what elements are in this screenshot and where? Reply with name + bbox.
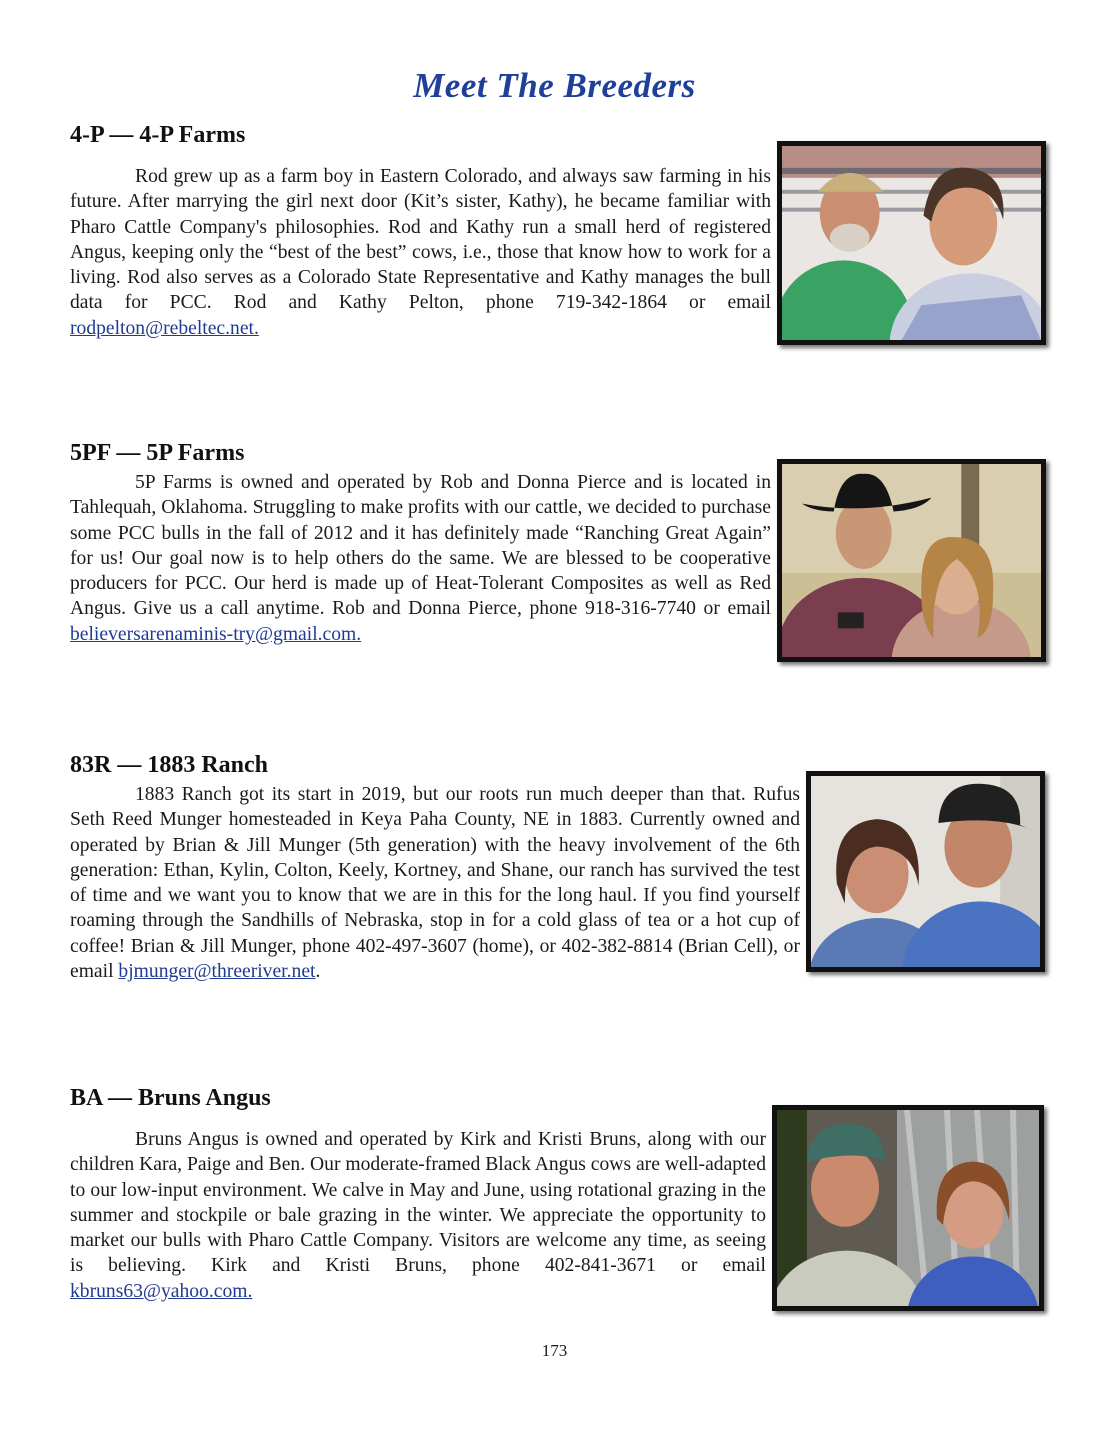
description-text: Rod grew up as a farm boy in Eastern Colorado, and always saw farming in his future. After marrying the girl next door (Kit’s sister, Kathy), he became familiar with Pharo Cattle Company's philosophies. Rod and Kathy run a small herd of registered Angus, keeping only the “best of the best” cows, i.e., those that know how to work for a living. Rod also serves as a Colorado State Representative and Kathy manages the bull data for PCC. Rod and Kathy Pelton, phone 719-342-1864 or email bbox=[70, 166, 771, 314]
breeder-description-5pf bbox=[70, 470, 771, 647]
breeder-photo-5pf bbox=[777, 459, 1046, 662]
email-link[interactable]: rodpelton@rebeltec.net. bbox=[70, 317, 259, 339]
description-text: Bruns Angus is owned and operated by Kirk and Kristi Bruns, along with our children Kara, Paige and Ben. Our moderate-framed Black Angus cows are well-adapted to our low-input environment. We calve in May and June, using rotational grazing in the summer and stockpile or bale grazing in the winter. We appreciate the opportunity to market our bulls with Pharo Cattle Company. Visitors are welcome any time, as seeing is believing. Kirk and Kristi Bruns, phone 402-841-3671 or email bbox=[70, 1129, 766, 1277]
breeder-photo-ba bbox=[772, 1105, 1044, 1311]
email-link[interactable]: believersarenaminis-try@gmail.com. bbox=[70, 623, 362, 645]
email-link[interactable]: bjmunger@threeriver.net bbox=[118, 961, 316, 983]
breeder-heading-5pf: 5PF — 5P Farms bbox=[70, 440, 245, 466]
description-text: 5P Farms is owned and operated by Rob and Donna Pierce and is located in Tahlequah, Oklahoma. Struggling to make profits with our cattle, we decided to purchase some PCC bulls in the fall of 2012 and it has definitely made “Ranching Great Again” for us! Our goal now is to help others do the same. We are blessed to be cooperative producers for PCC. Our herd is made up of Heat-Tolerant Composites as well as Red Angus. Give us a call anytime. Rob and Donna Pierce, phone 918-316-7740 or email bbox=[70, 472, 771, 620]
breeder-heading-4p: 4-P — 4-P Farms bbox=[70, 122, 246, 148]
breeder-description-83r bbox=[70, 782, 800, 984]
page-number: 173 bbox=[541, 1341, 568, 1360]
breeder-heading-ba: BA — Bruns Angus bbox=[70, 1085, 271, 1111]
description-suffix: . bbox=[315, 961, 321, 983]
breeder-heading-83r: 83R — 1883 Ranch bbox=[70, 752, 269, 778]
breeder-description-4p bbox=[70, 164, 771, 341]
description-text: 1883 Ranch got its start in 2019, but our roots run much deeper than that. Rufus Seth Reed Munger homesteaded in Keya Paha County, NE in 1883. Currently owned and operated by Brian & Jill Munger (5th generation) with the heavy involvement of the 6th generation: Ethan, Kylin, Colton, Keely, Kortney, and Shane, our ranch has survived the test of time and we want you to know that we are in this for the long haul. If you find yourself roaming through the Sandhills of Nebraska, stop in for a cold glass of tea or a hot cup of coffee! Brian & Jill Munger, phone 402-497-3607 (home), or 402-382-8814 (Brian Cell), or email bbox=[70, 784, 800, 983]
breeder-photo-83r bbox=[806, 771, 1045, 972]
email-link[interactable]: kbruns63@yahoo.com. bbox=[70, 1280, 253, 1302]
breeder-photo-4p bbox=[777, 141, 1046, 345]
page-title: Meet The Breeders bbox=[413, 66, 696, 105]
breeder-description-ba bbox=[70, 1127, 766, 1304]
